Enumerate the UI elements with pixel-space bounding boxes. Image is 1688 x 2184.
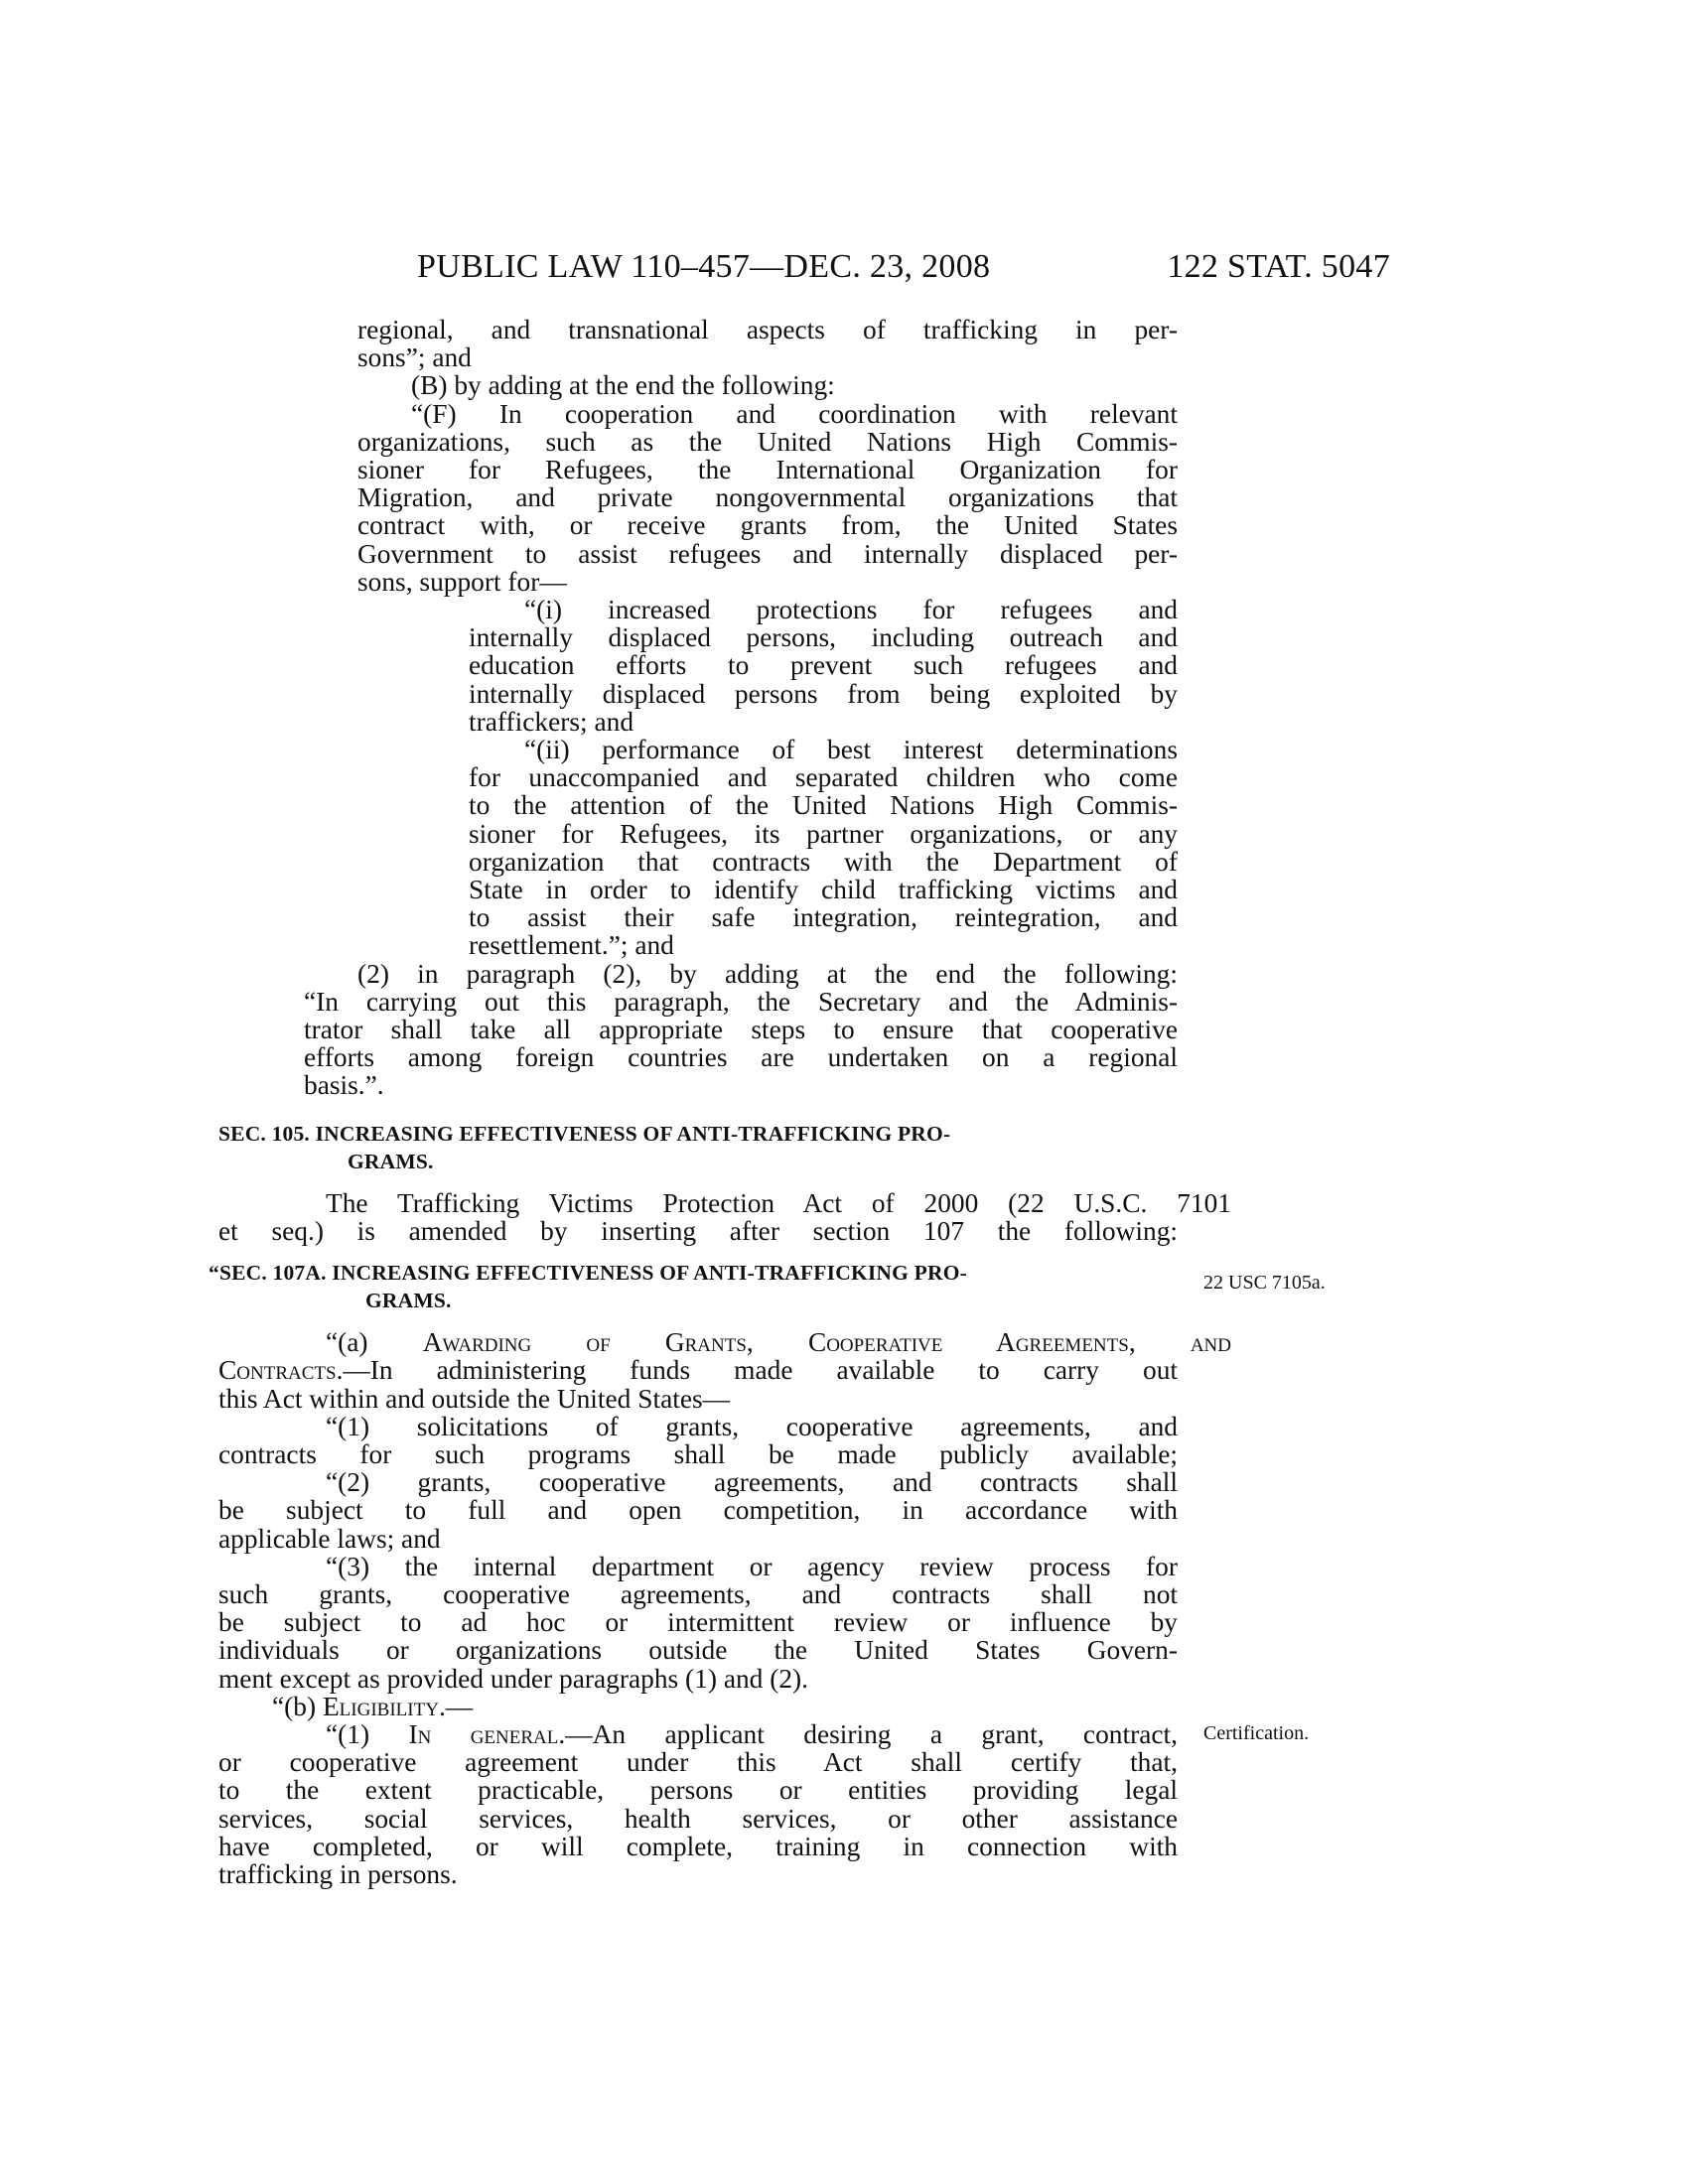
text-line: trafficking in persons. [218,1858,458,1889]
section-heading: SEC. 105. INCREASING EFFECTIVENESS OF ANTI-TRAFFICKING PRO- [218,1121,951,1146]
text-line: “(ii) performance of best interest determinations [524,735,1178,765]
text-line [272,1693,1178,1720]
body-text [209,315,1231,1889]
text-line: or cooperative agreement under this Act shall certify that, [218,1747,1178,1778]
text-line: to the attention of the United Nations High Commis- [469,790,1178,821]
text-line: resettlement.”; and [469,930,674,961]
text-segment: “(b) [272,1691,323,1721]
text-line: basis.”. [304,1070,384,1101]
text-line: The Trafficking Victims Protection Act of 2000 (22 U.S.C. 7101 [326,1187,1231,1218]
margin-note-usc-citation: 22 USC 7105a. [1203,1272,1326,1294]
margin-note-certification: Certification. [1203,1722,1310,1744]
spacer [357,1245,1178,1259]
text-line: contract with, or receive grants from, the United States [357,510,1178,541]
text-line [218,1356,1178,1384]
text-line: services, social services, health services, or other assistance [218,1803,1178,1834]
text-line: this Act within and outside the United States— [218,1383,731,1414]
text-line: trator shall take all appropriate steps to ensure that cooperative [304,1015,1178,1045]
text-line: “(3) the internal department or agency review process for [326,1551,1178,1581]
text-line: such grants, cooperative agreements, and contracts shall not [218,1578,1178,1609]
section-heading-continued: GRAMS. [365,1289,452,1313]
paragraph-heading: In general [408,1718,559,1749]
text-segment: “(a) [326,1327,423,1358]
text-line: regional, and transnational aspects of trafficking in per- [357,315,1178,344]
section-heading-continued: GRAMS. [348,1149,434,1173]
text-line: traffickers; and [469,706,634,737]
text-line: “(1) solicitations of grants, cooperative agreements, and [326,1411,1178,1441]
text-line: organization that contracts with the Department of [469,846,1178,877]
text-line: efforts among foreign countries are undertaken on a regional [304,1042,1178,1073]
text-line: Government to assist refugees and internally displaced per- [357,538,1178,569]
text-line: organizations, such as the United Nations High Commis- [357,426,1178,457]
text-line [272,1328,1231,1356]
text-line [357,960,1178,988]
spacer [357,1175,1178,1189]
text-line: “In carrying out this paragraph, the Secretary and the Adminis- [304,986,1178,1017]
text-line: ment except as provided under paragraphs (1) and (2). [218,1663,808,1694]
text-line: sons”; and [357,342,472,373]
running-head [417,248,1390,292]
statute-page-number: 122 STAT. 5047 [1167,248,1390,285]
text-line: sioner for Refugees, the International Organization for [357,455,1178,485]
text-line: applicable laws; and [218,1523,441,1554]
text-line: “(2) grants, cooperative agreements, and contracts shall [326,1467,1178,1498]
public-law-title: PUBLIC LAW 110–457—DEC. 23, 2008 [417,248,991,285]
text-segment: .—In administering funds made available to carry out [336,1355,1178,1386]
text-segment: “(1) [326,1718,409,1749]
text-line [326,1720,1178,1748]
text-line: be subject to ad hoc or intermittent review or influence by [218,1607,1178,1638]
text-line: State in order to identify child trafficking victims and [469,875,1178,905]
text-line: for unaccompanied and separated children who come [469,762,1178,793]
text-line: individuals or organizations outside the United States Govern- [218,1635,1178,1666]
text-line: et seq.) is amended by inserting after section 107 the following: [218,1215,1178,1246]
text-line: Migration, and private nongovernmental organizations that [357,482,1178,513]
subsection-heading: Eligibility [322,1691,439,1721]
text-line: contracts for such programs shall be made publicly available; [218,1438,1178,1469]
subsection-heading: Contracts [218,1355,337,1386]
text-segment: .— [438,1691,474,1721]
spacer [357,1314,1178,1328]
text-line: education efforts to prevent such refugees and [469,650,1178,681]
text-segment: (2) in paragraph (2), by adding at the end the following: [357,958,1178,989]
text-line: sioner for Refugees, its partner organizations, or any [469,818,1178,849]
subsection-heading: Awarding of Grants, Cooperative Agreements, and [422,1327,1231,1358]
text-line: (B) by adding at the end the following: [411,370,835,401]
text-line: sons, support for— [357,566,567,597]
text-line: have completed, or will complete, training in connection with [218,1831,1178,1861]
spacer [357,1100,1178,1120]
text-line: to assist their safe integration, reintegration, and [469,902,1178,933]
text-line: “(i) increased protections for refugees and [524,595,1178,625]
text-line: “(F) In cooperation and coordination with relevant [411,398,1178,429]
text-line: internally displaced persons from being exploited by [469,678,1178,709]
section-heading: “SEC. 107A. INCREASING EFFECTIVENESS OF ANTI-TRAFFICKING PRO- [209,1261,967,1286]
text-line: internally displaced persons, including outreach and [469,622,1178,653]
text-line: be subject to full and open competition, in accordance with [218,1495,1178,1526]
text-line: to the extent practicable, persons or entities providing legal [218,1775,1178,1806]
text-segment: .—An applicant desiring a grant, contract, [558,1718,1178,1749]
